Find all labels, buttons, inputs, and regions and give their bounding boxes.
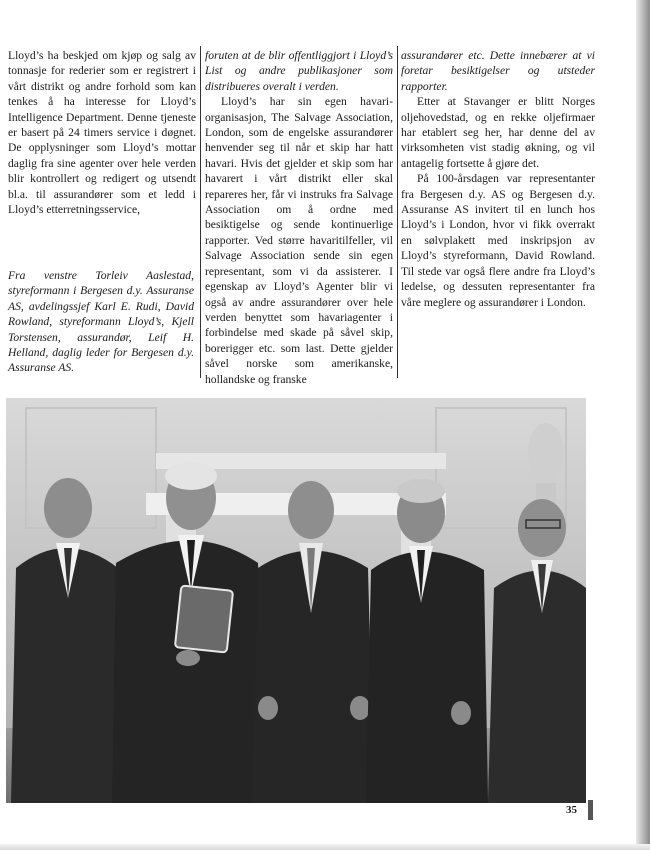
column-3-paragraph-2: Etter at Stavanger er blitt Norges oljehovedstad, og en rekke oljefirmaer har etablert seg her, har denne del av virksomheten vist stadig økning, og vil antagelig fortsette å gjøre det. xyxy=(401,95,595,170)
column-2-paragraph-2: Lloyd’s har sin egen havari-organisasjon, The Salvage Association, London, som de engelske assurandører henvender seg til når et skip har hatt havari. Hvis det gjelder et skip som har havarert i vårt distrikt eller skal repareres her, får vi instruks fra Salvage Association om å ordne med besiktigelse og sende kontinuerlige rapporter. Ved større havaritilfeller, vil Salvage Association sende sin egen representant, som vi da assisterer. I egenskap av Lloyd’s Agenter blir vi også av andre assurandører over hele verden benyttet som havariagenter i forbindelse med skade på såvel skip, borerigger etc. som last. Dette gjelder såvel norske som amerikanske, hollandske og franske xyxy=(205,95,393,386)
page-number: 35 xyxy=(566,804,577,816)
column-3-paragraph-1: assurandører etc. Dette innebærer at vi foretar besiktigelser og utsteder rapporter. xyxy=(401,49,595,93)
column-1-paragraph-1: Lloyd’s ha beskjed om kjøp og salg av tonnasje for rederier som er registrert i vårt distrikt og andre forhold som kan tenkes å ha interesse for Lloyd’s Intelligence Department. Denne tjeneste er basert på 24 timers service i døgnet. De opplysninger som Lloyd’s mottar daglig fra sine agenter over hele verden blir kontrollert og redigert og utsendt bl.a. til assurandører som et ledd i Lloyd’s etterretningsservice, xyxy=(8,49,196,217)
column-3-paragraph-3: På 100-årsdagen var representanter fra Bergesen d.y. AS og Bergesen d.y. Assuranse AS invitert til en lunch hos Lloyd’s i London, hvor vi fikk overrakt en sølvplakett med inskripsjon av Lloyd’s styreformann, David Rowland. Til stede var også flere andre fra Lloyd’s ledelse, og dessuten representanter fra våre meglere og assurandører i London. xyxy=(401,172,595,309)
group-photo xyxy=(6,398,586,803)
column-divider-2 xyxy=(397,46,398,378)
page-number-marker xyxy=(588,800,593,820)
photo-caption: Fra venstre Torleiv Aaslestad, styreformann i Bergesen d.y. Assuranse AS, avdelingssjef Karl E. Rudi, David Rowland, styreformann Lloyd’s, Kjell Torstensen, assurandør, Leif H. Helland, daglig leder for Bergesen d.y. Assuranse AS. xyxy=(8,269,194,375)
column-2 xyxy=(205,48,393,387)
column-1 xyxy=(8,48,196,217)
page-edge-shadow xyxy=(636,0,650,850)
column-divider-1 xyxy=(200,46,201,378)
page-bottom-shadow xyxy=(0,844,650,850)
column-2-paragraph-1: foruten at de blir offentliggjort i Lloyd’s List og andre publikasjoner som distribueres overalt i verden. xyxy=(205,49,393,93)
column-3 xyxy=(401,48,595,310)
